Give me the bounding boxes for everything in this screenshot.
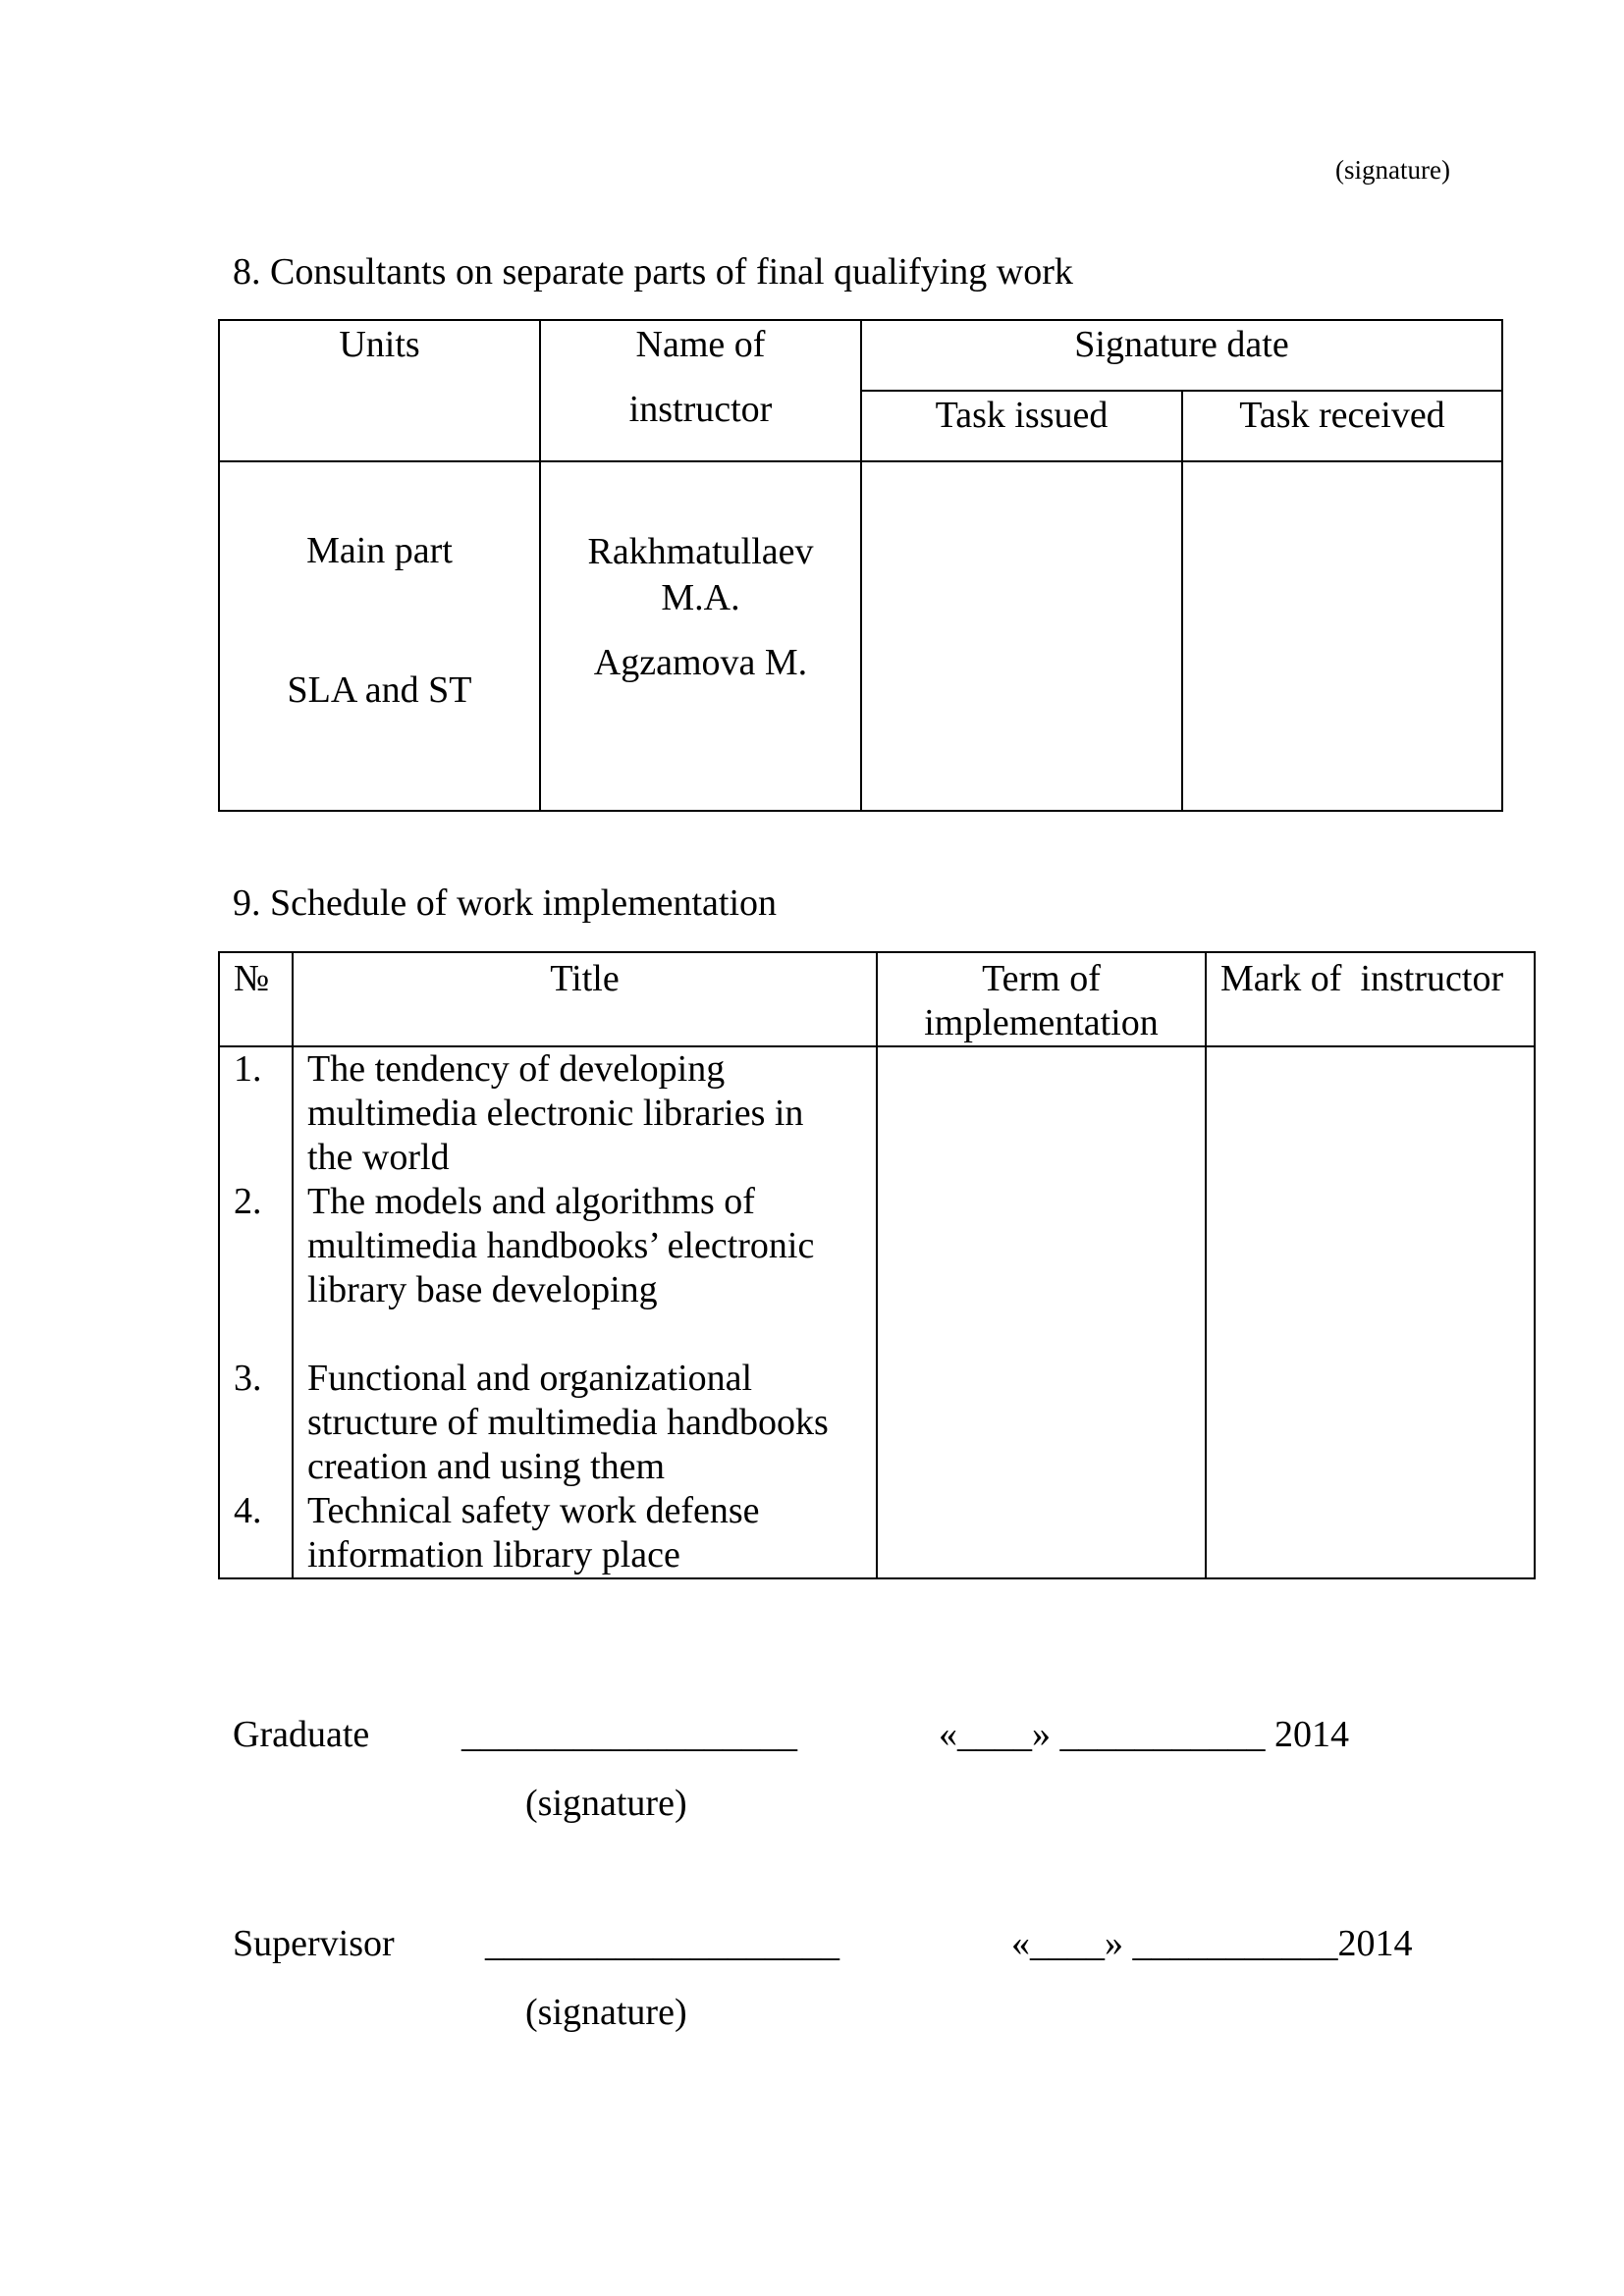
header-signature-date: Signature date xyxy=(861,320,1502,391)
header-name-of-instructor: Name of instructor xyxy=(540,320,861,461)
header-units: Units xyxy=(219,320,540,461)
term-cell xyxy=(877,1046,1206,1578)
unit-main-part: Main part xyxy=(306,530,453,571)
header-task-received: Task received xyxy=(1182,391,1502,461)
item-title-1: The tendency of developing multimedia electronic libraries in the world xyxy=(307,1048,804,1178)
instructors-cell xyxy=(540,461,861,811)
header-term: Term of implementation xyxy=(877,952,1206,1046)
supervisor-date: «____» ___________2014 xyxy=(1011,1923,1413,1964)
header-mark: Mark of instructor xyxy=(1206,952,1535,1046)
item-num-1: 1. xyxy=(234,1048,262,1090)
item-num-4: 4. xyxy=(234,1490,262,1531)
unit-sla-st: SLA and ST xyxy=(287,669,472,711)
graduate-label: Graduate xyxy=(233,1714,370,1755)
instructor-agzamova: Agzamova M. xyxy=(593,642,808,683)
graduate-signature-line: __________________ xyxy=(461,1714,797,1755)
schedule-table xyxy=(218,951,1536,1579)
header-title: Title xyxy=(293,952,877,1046)
instructor-rakhmatullaev: Rakhmatullaev M.A. xyxy=(587,531,814,618)
header-task-issued: Task issued xyxy=(861,391,1182,461)
item-title-4: Technical safety work defense information library place xyxy=(307,1490,760,1575)
top-signature-label: (signature) xyxy=(1335,155,1450,185)
section9-heading: 9. Schedule of work implementation xyxy=(233,882,778,924)
task-received-cell xyxy=(1182,461,1502,811)
item-numbers-cell xyxy=(219,1046,293,1578)
task-issued-cell xyxy=(861,461,1182,811)
mark-cell xyxy=(1206,1046,1535,1578)
supervisor-signature-line: ___________________ xyxy=(485,1923,839,1964)
graduate-signature-caption: (signature) xyxy=(525,1783,687,1824)
consultants-table xyxy=(218,319,1503,812)
item-num-3: 3. xyxy=(234,1358,262,1399)
graduate-date: «____» ___________ 2014 xyxy=(939,1714,1349,1755)
supervisor-signature-caption: (signature) xyxy=(525,1992,687,2033)
supervisor-label: Supervisor xyxy=(233,1923,395,1964)
item-title-3: Functional and organizational structure of multimedia handbooks creation and using them xyxy=(307,1358,829,1487)
item-titles-cell xyxy=(293,1046,877,1578)
section8-heading: 8. Consultants on separate parts of final qualifying work xyxy=(233,251,1073,293)
units-cell xyxy=(219,461,540,811)
item-num-2: 2. xyxy=(234,1181,262,1222)
item-title-2: The models and algorithms of multimedia handbooks’ electronic library base developing xyxy=(307,1181,815,1310)
header-num: № xyxy=(219,952,293,1046)
